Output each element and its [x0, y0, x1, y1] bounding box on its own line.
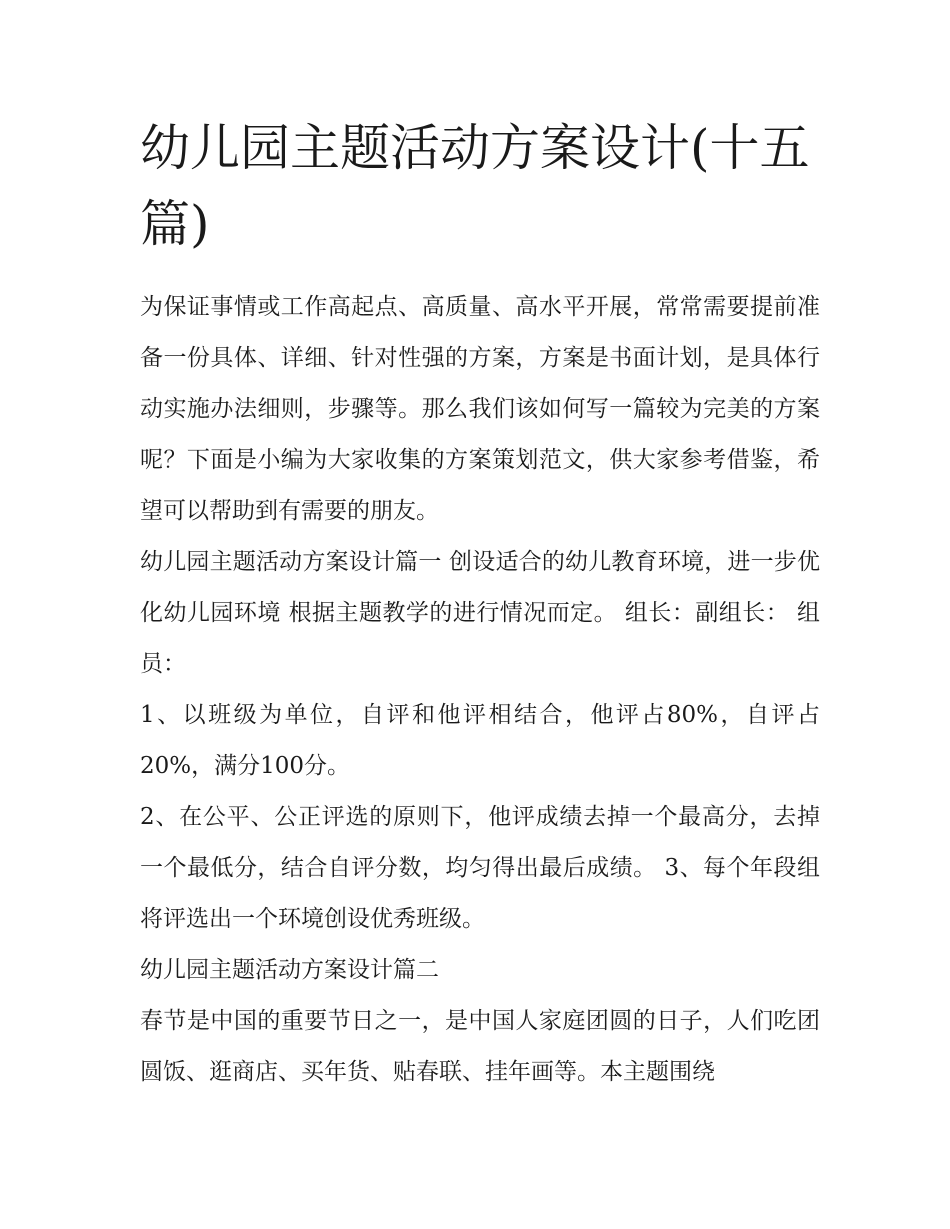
paragraph-item-one: 1、以班级为单位，自评和他评相结合，他评占80%，自评占20%，满分100分。: [140, 702, 820, 779]
section-two-heading: 幼儿园主题活动方案设计篇二: [140, 957, 439, 983]
document-title: 幼儿园主题活动方案设计(十五篇): [140, 119, 810, 253]
paragraph-section-one: 幼儿园主题活动方案设计篇一 创设适合的幼儿教育环境，进一步优化幼儿园环境 根据主题教学的进行情况而定。 组长：副组长： 组员：: [140, 549, 820, 677]
paragraph-section-two: 春节是中国的重要节日之一，是中国人家庭团圆的日子，人们吃团圆饭、逛商店、买年货、贴春联、挂年画等。本主题围绕: [140, 1008, 820, 1085]
paragraph-intro: 为保证事情或工作高起点、高质量、高水平开展，常常需要提前准备一份具体、详细、针对性强的方案，方案是书面计划，是具体行动实施办法细则，步骤等。那么我们该如何写一篇较为完美的方案呢？下面是小编为大家收集的方案策划范文，供大家参考借鉴，希望可以帮助到有需要的朋友。: [140, 294, 820, 524]
document-page: [140, 110, 820, 1098]
paragraph-item-two: 2、在公平、公正评选的原则下，他评成绩去掉一个最高分，去掉一个最低分，结合自评分数，均匀得出最后成绩。 3、每个年段组将评选出一个环境创设优秀班级。: [140, 804, 820, 932]
